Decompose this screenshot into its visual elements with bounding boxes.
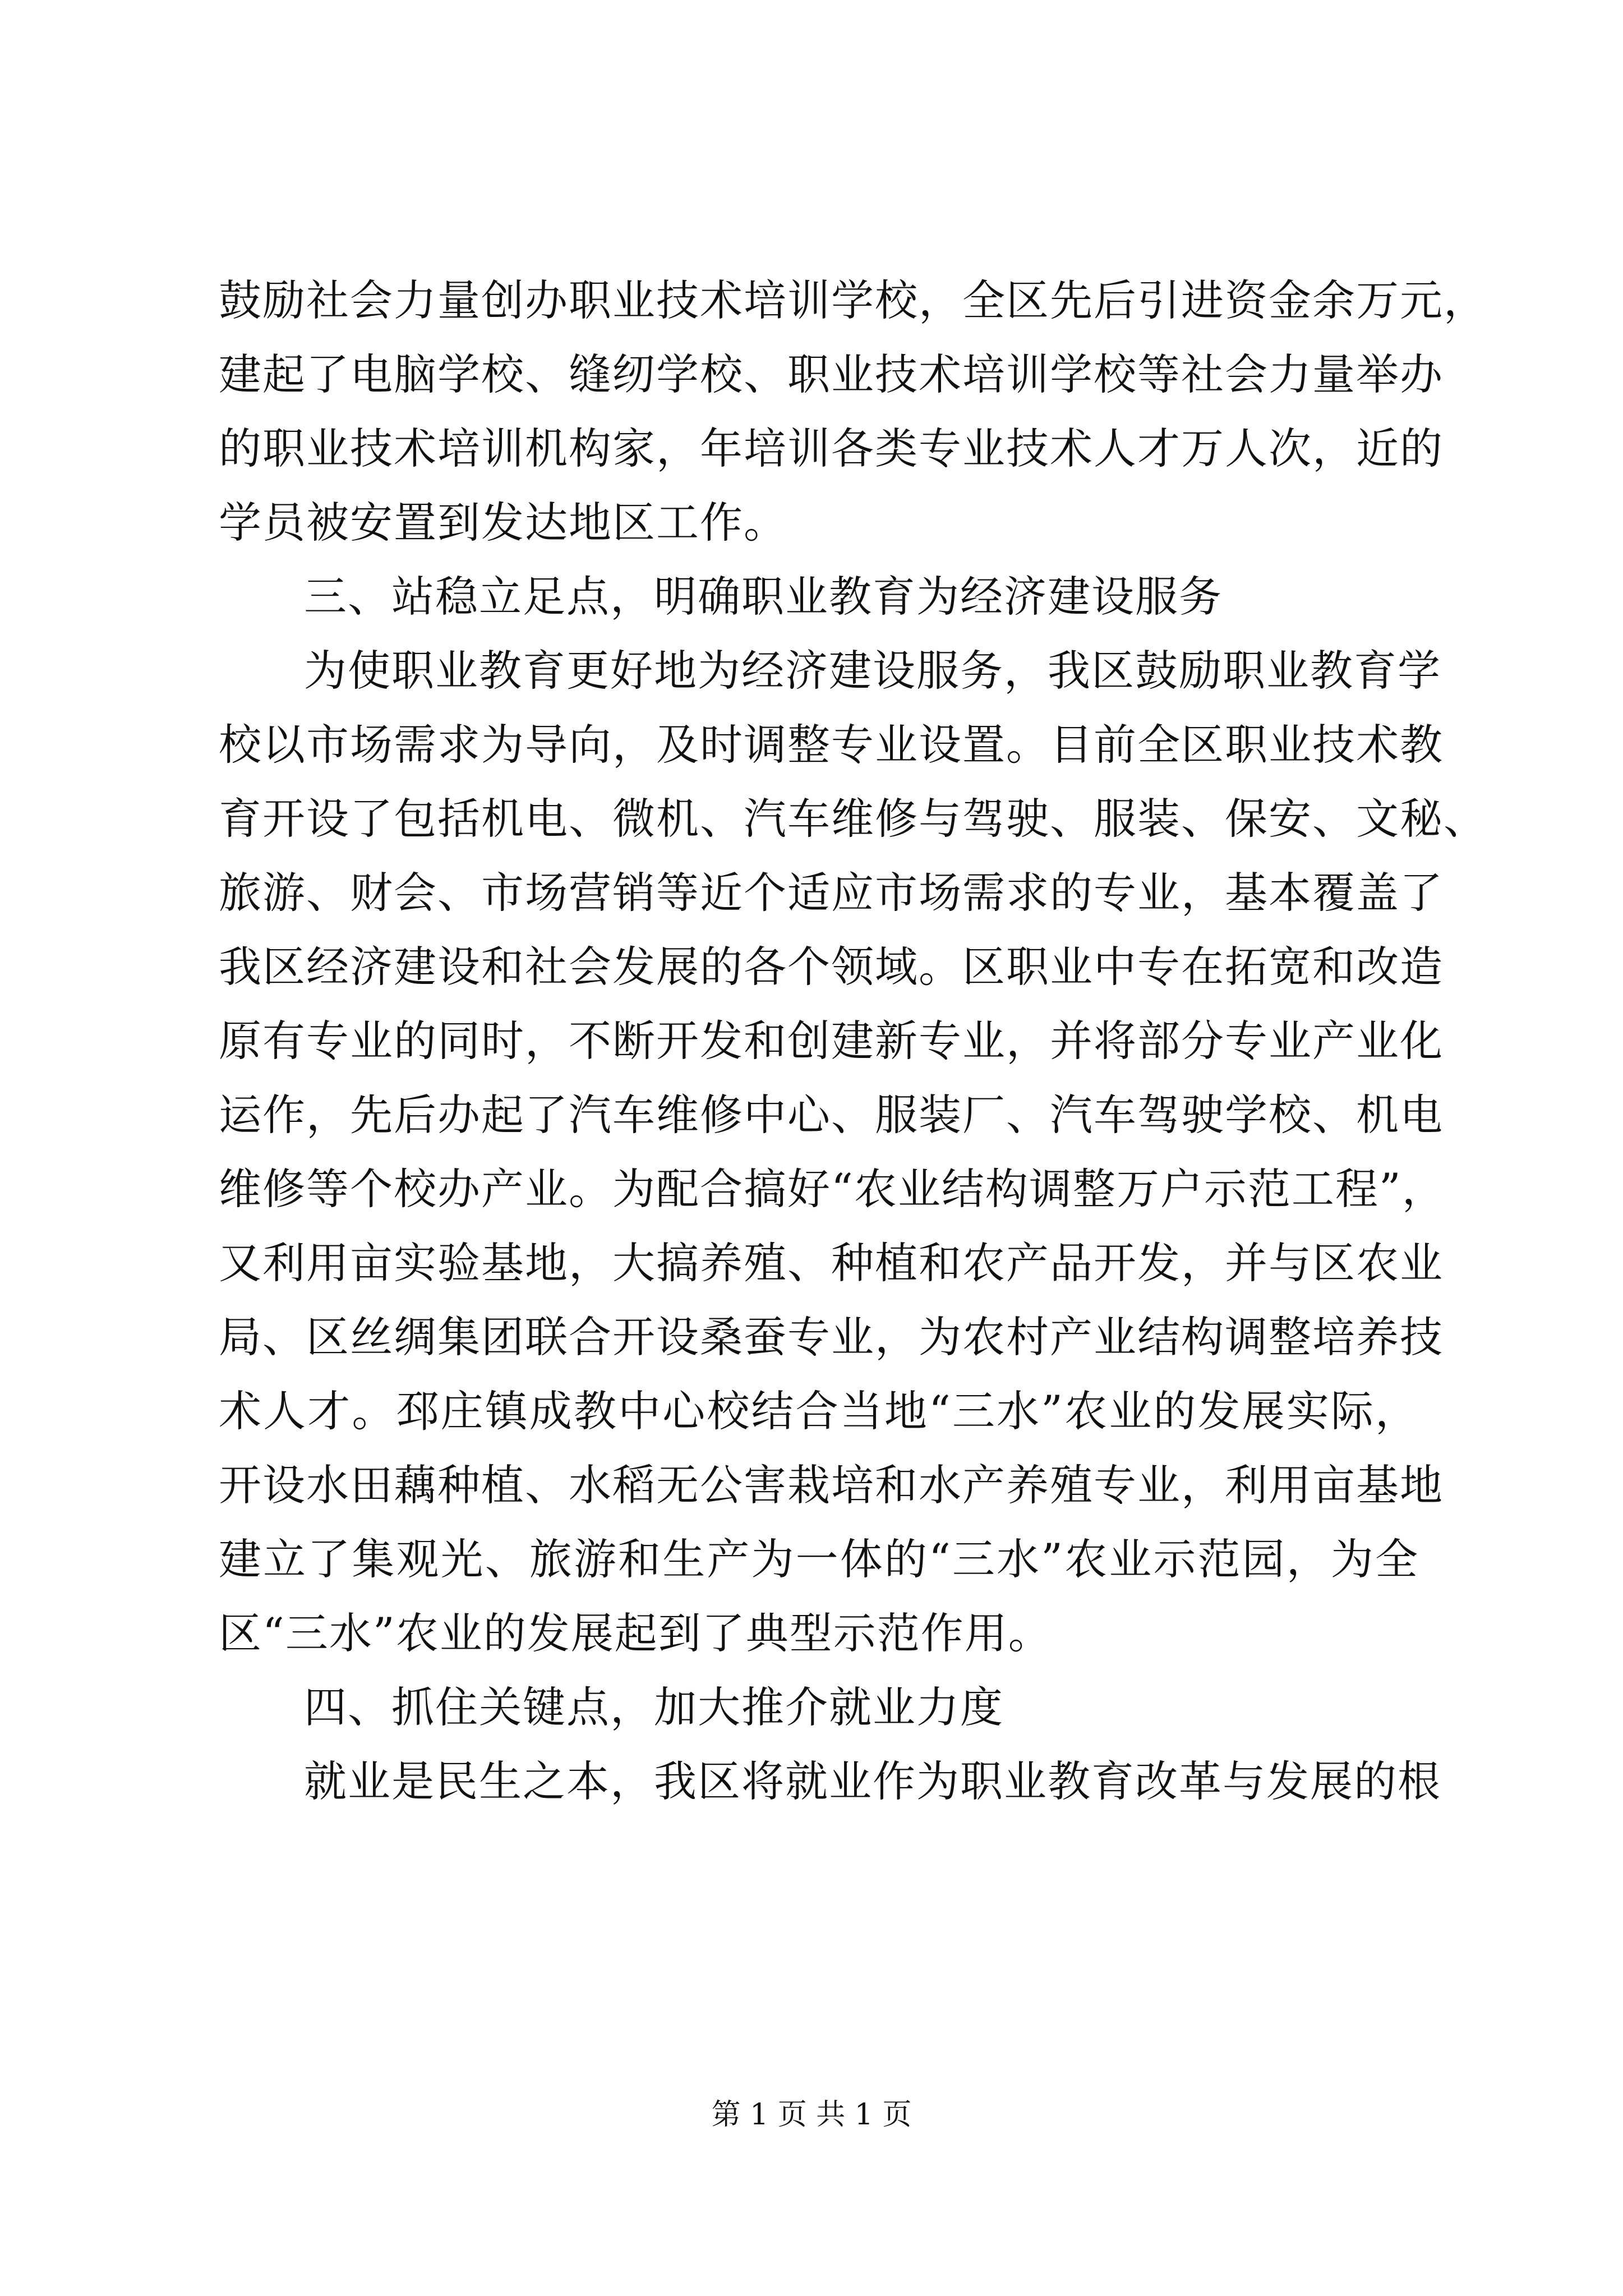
- text-line: 的职业技术培训机构家，年培训各类专业技术人才万人次，近的: [219, 424, 1444, 473]
- text-line: 维修等个校办产业。为配合搞好“农业结构调整万户示范工程”，: [219, 1164, 1446, 1214]
- text-line: 建立了集观光、旅游和生产为一体的“三水”农业示范园，为全: [219, 1534, 1419, 1584]
- paragraph-first-line: 为使职业教育更好地为经济建设服务，我区鼓励职业教育学: [304, 646, 1441, 696]
- text-line: 育开设了包括机电、微机、汽车维修与驾驶、服装、保安、文秘、: [219, 794, 1487, 844]
- text-line: 原有专业的同时，不断开发和创建新专业，并将部分专业产业化: [219, 1016, 1444, 1066]
- text-line: 局、区丝绸集团联合开设桑蚕专业，为农村产业结构调整培养技: [219, 1312, 1444, 1362]
- text-line: 开设水田藕种植、水稻无公害栽培和水产养殖专业，利用亩基地: [219, 1460, 1444, 1510]
- text-line: 鼓励社会力量创办职业技术培训学校，全区先后引进资金余万元，: [219, 275, 1487, 325]
- text-line: 又利用亩实验基地，大搞养殖、种植和农产品开发，并与区农业: [219, 1238, 1444, 1288]
- text-line: 运作，先后办起了汽车维修中心、服装厂、汽车驾驶学校、机电: [219, 1090, 1444, 1140]
- text-line: 术人才。邳庄镇成教中心校结合当地“三水”农业的发展实际，: [219, 1386, 1419, 1436]
- paragraph-first-line: 就业是民生之本，我区将就业作为职业教育改革与发展的根: [304, 1756, 1441, 1806]
- section-heading-4: 四、抓住关键点，加大推介就业力度: [304, 1682, 1004, 1732]
- text-line: 旅游、财会、市场营销等近个适应市场需求的专业，基本覆盖了: [219, 868, 1444, 918]
- text-line: 学员被安置到发达地区工作。: [219, 498, 787, 547]
- section-heading-3: 三、站稳立足点，明确职业教育为经济建设服务: [304, 572, 1223, 622]
- page-footer: 第 1 页 共 1 页: [711, 2098, 912, 2132]
- text-line: 建起了电脑学校、缝纫学校、职业技术培训学校等社会力量举办: [219, 349, 1444, 399]
- text-line: 区“三水”农业的发展起到了典型示范作用。: [219, 1608, 1052, 1658]
- text-line: 校以市场需求为导向，及时调整专业设置。目前全区职业技术教: [219, 720, 1444, 770]
- document-body: [219, 264, 1487, 1819]
- text-line: 我区经济建设和社会发展的各个领域。区职业中专在拓宽和改造: [219, 942, 1444, 992]
